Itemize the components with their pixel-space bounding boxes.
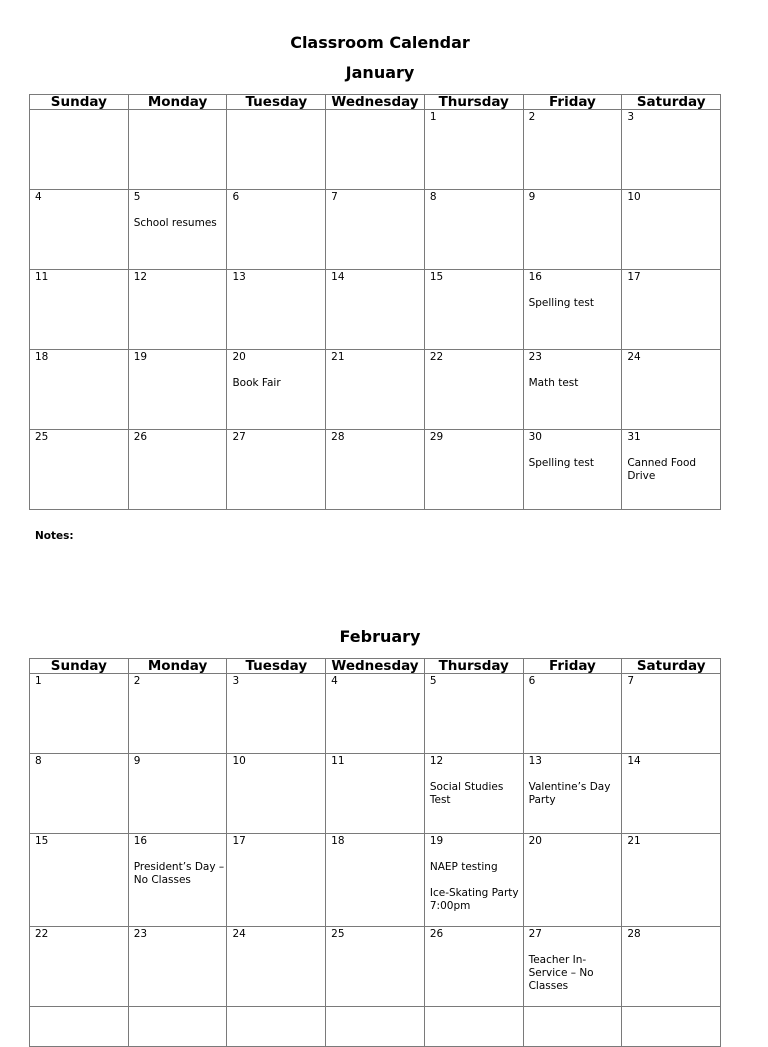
day-number: 14 bbox=[627, 755, 641, 767]
day-number: 20 bbox=[232, 351, 246, 363]
weekday-header: Sunday bbox=[30, 95, 129, 109]
day-cell bbox=[227, 430, 326, 509]
day-number bbox=[627, 1008, 720, 1021]
day-number bbox=[430, 1008, 523, 1021]
day-number: 21 bbox=[331, 351, 345, 363]
weekday-header: Sunday bbox=[30, 659, 129, 673]
day-number: 15 bbox=[35, 835, 49, 847]
day-cell bbox=[326, 190, 425, 269]
day-number: 13 bbox=[232, 271, 246, 283]
day-number: 4 bbox=[35, 191, 42, 203]
event-text: Math test bbox=[528, 377, 579, 389]
day-number: 3 bbox=[232, 675, 240, 687]
day-cell bbox=[129, 674, 228, 753]
week-row bbox=[29, 674, 721, 754]
day-number: 25 bbox=[331, 928, 345, 940]
day-number: 23 bbox=[133, 928, 148, 940]
day-number bbox=[134, 1008, 227, 1021]
day-number: 24 bbox=[232, 928, 246, 940]
day-cell bbox=[326, 674, 425, 753]
day-number: 27 bbox=[528, 928, 542, 940]
day-number: 18 bbox=[331, 835, 345, 847]
day-cell bbox=[622, 674, 720, 753]
day-cell bbox=[30, 430, 129, 509]
day-number bbox=[134, 111, 227, 124]
day-cell bbox=[425, 190, 524, 269]
month-title-january: January bbox=[345, 63, 415, 82]
day-cell bbox=[425, 674, 524, 753]
day-cell bbox=[326, 1007, 425, 1046]
weekday-header: Wednesday bbox=[326, 95, 425, 109]
day-number: 3 bbox=[627, 111, 634, 123]
notes-label: Notes: bbox=[35, 530, 74, 542]
day-cell bbox=[524, 927, 623, 1006]
week-row bbox=[29, 1007, 721, 1047]
day-cell bbox=[425, 350, 524, 429]
event-text: Teacher In-Service – No Classes bbox=[528, 954, 594, 992]
day-cell bbox=[622, 350, 720, 429]
event-text: Canned Food Drive bbox=[627, 457, 697, 482]
day-number bbox=[232, 111, 325, 124]
day-cell bbox=[227, 270, 326, 349]
weekday-header-row bbox=[29, 94, 721, 110]
day-cell bbox=[425, 927, 524, 1006]
event-text: Spelling test bbox=[528, 297, 594, 309]
day-cell bbox=[326, 754, 425, 833]
day-number: 2 bbox=[528, 111, 536, 123]
day-cell bbox=[524, 270, 623, 349]
day-cell bbox=[30, 927, 129, 1006]
day-number: 25 bbox=[35, 431, 49, 443]
day-cell bbox=[622, 834, 720, 926]
day-number: 10 bbox=[627, 191, 641, 203]
week-row bbox=[29, 350, 721, 430]
week-row bbox=[29, 110, 721, 190]
day-number: 11 bbox=[35, 271, 49, 283]
day-cell bbox=[326, 834, 425, 926]
day-number bbox=[331, 111, 424, 124]
week-row bbox=[29, 430, 721, 510]
day-number: 15 bbox=[429, 271, 444, 283]
day-number: 9 bbox=[133, 755, 141, 767]
calendar-february bbox=[29, 658, 721, 1047]
weekday-header: Monday bbox=[129, 659, 228, 673]
weekday-header: Tuesday bbox=[227, 95, 326, 109]
day-cell bbox=[227, 350, 326, 429]
day-number: 20 bbox=[528, 835, 542, 847]
day-number: 17 bbox=[627, 271, 641, 283]
day-number: 27 bbox=[232, 431, 246, 443]
day-number: 17 bbox=[232, 835, 246, 847]
day-cell bbox=[129, 834, 228, 926]
day-cell bbox=[30, 350, 129, 429]
day-cell bbox=[326, 430, 425, 509]
day-number: 12 bbox=[429, 755, 444, 767]
day-cell bbox=[326, 110, 425, 189]
day-number: 22 bbox=[35, 928, 49, 940]
day-cell bbox=[129, 110, 228, 189]
month-title-february: February bbox=[339, 627, 421, 646]
event-text: President’s Day – No Classes bbox=[133, 861, 225, 886]
day-cell bbox=[622, 927, 720, 1006]
day-number: 7 bbox=[627, 675, 634, 687]
week-row bbox=[29, 927, 721, 1007]
day-cell bbox=[227, 190, 326, 269]
day-number bbox=[35, 111, 128, 124]
day-cell bbox=[227, 110, 326, 189]
day-cell bbox=[129, 350, 228, 429]
day-number: 24 bbox=[627, 351, 641, 363]
day-cell bbox=[524, 754, 623, 833]
page-title: Classroom Calendar bbox=[290, 33, 470, 52]
day-cell bbox=[524, 674, 623, 753]
event-text: School resumes bbox=[133, 217, 217, 229]
day-cell bbox=[129, 754, 228, 833]
weekday-header-row bbox=[29, 658, 721, 674]
day-cell bbox=[30, 270, 129, 349]
day-number: 10 bbox=[232, 755, 246, 767]
day-cell bbox=[326, 350, 425, 429]
calendar-january bbox=[29, 94, 721, 510]
day-cell bbox=[524, 350, 623, 429]
day-number bbox=[331, 1008, 424, 1021]
weekday-header: Friday bbox=[524, 659, 623, 673]
day-number: 11 bbox=[331, 755, 345, 767]
day-number: 14 bbox=[331, 271, 345, 283]
day-cell bbox=[129, 927, 228, 1006]
day-cell bbox=[30, 190, 129, 269]
event-text: Social Studies Test bbox=[429, 781, 504, 806]
day-cell bbox=[524, 834, 623, 926]
day-number: 16 bbox=[133, 835, 148, 847]
day-number: 26 bbox=[429, 928, 444, 940]
day-number: 4 bbox=[331, 675, 338, 687]
week-row bbox=[29, 270, 721, 350]
day-cell bbox=[425, 430, 524, 509]
day-cell bbox=[425, 834, 524, 926]
event-text: Spelling test bbox=[528, 457, 594, 469]
day-number: 26 bbox=[133, 431, 148, 443]
day-cell bbox=[524, 430, 623, 509]
day-number: 8 bbox=[35, 755, 42, 767]
day-number: 5 bbox=[429, 675, 437, 687]
day-number: 30 bbox=[528, 431, 542, 443]
day-cell bbox=[524, 1007, 623, 1046]
weekday-header: Wednesday bbox=[326, 659, 425, 673]
day-cell bbox=[425, 270, 524, 349]
day-number: 21 bbox=[627, 835, 641, 847]
day-number: 22 bbox=[429, 351, 444, 363]
day-number: 1 bbox=[429, 111, 437, 123]
day-number bbox=[232, 1008, 325, 1021]
week-row bbox=[29, 834, 721, 927]
day-cell bbox=[227, 754, 326, 833]
day-number: 9 bbox=[528, 191, 536, 203]
day-number: 8 bbox=[429, 191, 437, 203]
day-number: 2 bbox=[133, 675, 141, 687]
day-number bbox=[35, 1008, 128, 1021]
day-cell bbox=[30, 834, 129, 926]
day-cell bbox=[622, 430, 720, 509]
day-number: 23 bbox=[528, 351, 542, 363]
day-number: 28 bbox=[627, 928, 641, 940]
day-cell bbox=[129, 270, 228, 349]
day-cell bbox=[227, 927, 326, 1006]
event-text: Valentine’s Day Party bbox=[528, 781, 611, 806]
day-number: 19 bbox=[133, 351, 148, 363]
day-number: 28 bbox=[331, 431, 345, 443]
weekday-header: Monday bbox=[129, 95, 228, 109]
event-text: NAEP testing bbox=[429, 861, 498, 873]
day-number: 1 bbox=[35, 675, 42, 687]
day-number: 18 bbox=[35, 351, 49, 363]
day-number: 29 bbox=[429, 431, 444, 443]
day-cell bbox=[524, 190, 623, 269]
day-cell bbox=[524, 110, 623, 189]
day-cell bbox=[30, 110, 129, 189]
day-number: 16 bbox=[528, 271, 542, 283]
day-cell bbox=[622, 110, 720, 189]
day-cell bbox=[129, 190, 228, 269]
weekday-header: Thursday bbox=[425, 95, 524, 109]
day-number: 31 bbox=[627, 431, 641, 443]
day-number: 13 bbox=[528, 755, 542, 767]
day-cell bbox=[622, 754, 720, 833]
day-number: 12 bbox=[133, 271, 148, 283]
day-number bbox=[529, 1008, 622, 1021]
event-text: Book Fair bbox=[232, 377, 281, 389]
day-cell bbox=[30, 674, 129, 753]
day-cell bbox=[326, 270, 425, 349]
day-cell bbox=[129, 430, 228, 509]
day-cell bbox=[227, 674, 326, 753]
day-cell bbox=[425, 110, 524, 189]
day-cell bbox=[129, 1007, 228, 1046]
weekday-header: Saturday bbox=[636, 95, 706, 109]
event-text: Ice-Skating Party 7:00pm bbox=[429, 887, 519, 912]
day-cell bbox=[326, 927, 425, 1006]
day-number: 5 bbox=[133, 191, 141, 203]
weekday-header: Friday bbox=[524, 95, 623, 109]
day-number: 19 bbox=[429, 835, 444, 847]
day-number: 6 bbox=[528, 675, 536, 687]
day-cell bbox=[622, 1007, 720, 1046]
week-row bbox=[29, 190, 721, 270]
day-cell bbox=[425, 1007, 524, 1046]
day-cell bbox=[227, 1007, 326, 1046]
weekday-header: Tuesday bbox=[227, 659, 326, 673]
weekday-header: Saturday bbox=[636, 659, 706, 673]
day-cell bbox=[30, 1007, 129, 1046]
day-cell bbox=[227, 834, 326, 926]
day-cell bbox=[622, 190, 720, 269]
week-row bbox=[29, 754, 721, 834]
day-number: 7 bbox=[331, 191, 338, 203]
day-cell bbox=[622, 270, 720, 349]
weekday-header: Thursday bbox=[425, 659, 524, 673]
day-number: 6 bbox=[232, 191, 240, 203]
day-cell bbox=[30, 754, 129, 833]
day-cell bbox=[425, 754, 524, 833]
